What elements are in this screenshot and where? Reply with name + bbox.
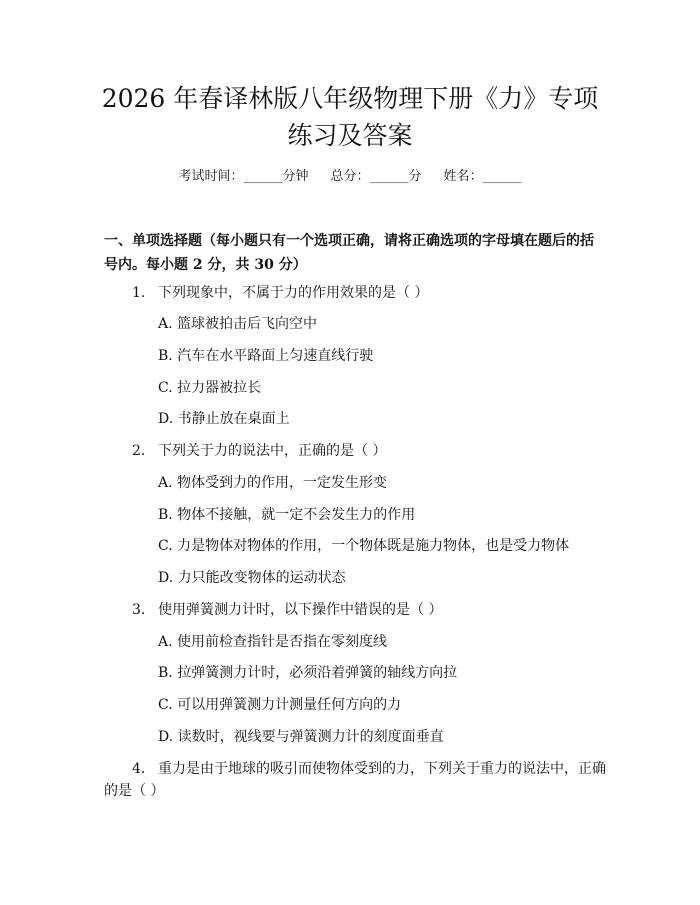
exam-info-row [0, 167, 700, 187]
option-a: A. 篮球被拍击后飞向空中 [158, 316, 318, 332]
option-a: A. 物体受到力的作用，一定发生形变 [158, 475, 388, 491]
option-b: B. 拉弹簧测力计时，必须沿着弹簧的轴线方向拉 [158, 665, 458, 681]
option-a: A. 使用前检查指针是否指在零刻度线 [158, 634, 388, 650]
document-title-line-1: 2026 年春译林版八年级物理下册《力》专项 [101, 84, 599, 113]
option-c: C. 力是物体对物体的作用，一个物体既是施力物体，也是受力物体 [158, 538, 570, 554]
section-heading-line-1: 一、单项选择题（每小题只有一个选项正确，请将正确选项的字母填在题后的括 [104, 233, 594, 249]
option-c: C. 拉力器被拉长 [158, 380, 262, 396]
question-number: 1. [132, 285, 146, 301]
question-text: 下列现象中，不属于力的作用效果的是（ ） [158, 285, 429, 301]
question-text: 使用弹簧测力计时，以下操作中错误的是（ ） [158, 602, 443, 618]
option-c: C. 可以用弹簧测力计测量任何方向的力 [158, 697, 402, 713]
exam-time-field: 考试时间：______分钟 [178, 169, 309, 184]
student-name-field: 姓名：______ [443, 169, 522, 184]
option-b: B. 物体不接触，就一定不会发生力的作用 [158, 507, 416, 523]
question-text-line-1: 重力是由于地球的吸引而使物体受到的力，下列关于重力的说法中，正确 [158, 761, 606, 777]
option-d: D. 书静止放在桌面上 [158, 411, 290, 427]
question-text-line-2: 的是（ ） [104, 783, 165, 799]
option-d: D. 读数时，视线要与弹簧测力计的刻度面垂直 [158, 729, 444, 745]
question-number: 2. [132, 443, 146, 459]
document-title-line-2: 练习及答案 [287, 121, 413, 150]
option-b: B. 汽车在水平路面上匀速直线行驶 [158, 348, 374, 364]
total-score-field: 总分：______分 [330, 169, 422, 184]
section-heading-line-2: 号内。每小题 2 分，共 30 分） [104, 257, 307, 273]
question-text: 下列关于力的说法中，正确的是（ ） [158, 443, 387, 459]
question-number: 3. [132, 602, 146, 618]
option-d: D. 力只能改变物体的运动状态 [158, 570, 346, 586]
question-number: 4. [132, 761, 146, 777]
